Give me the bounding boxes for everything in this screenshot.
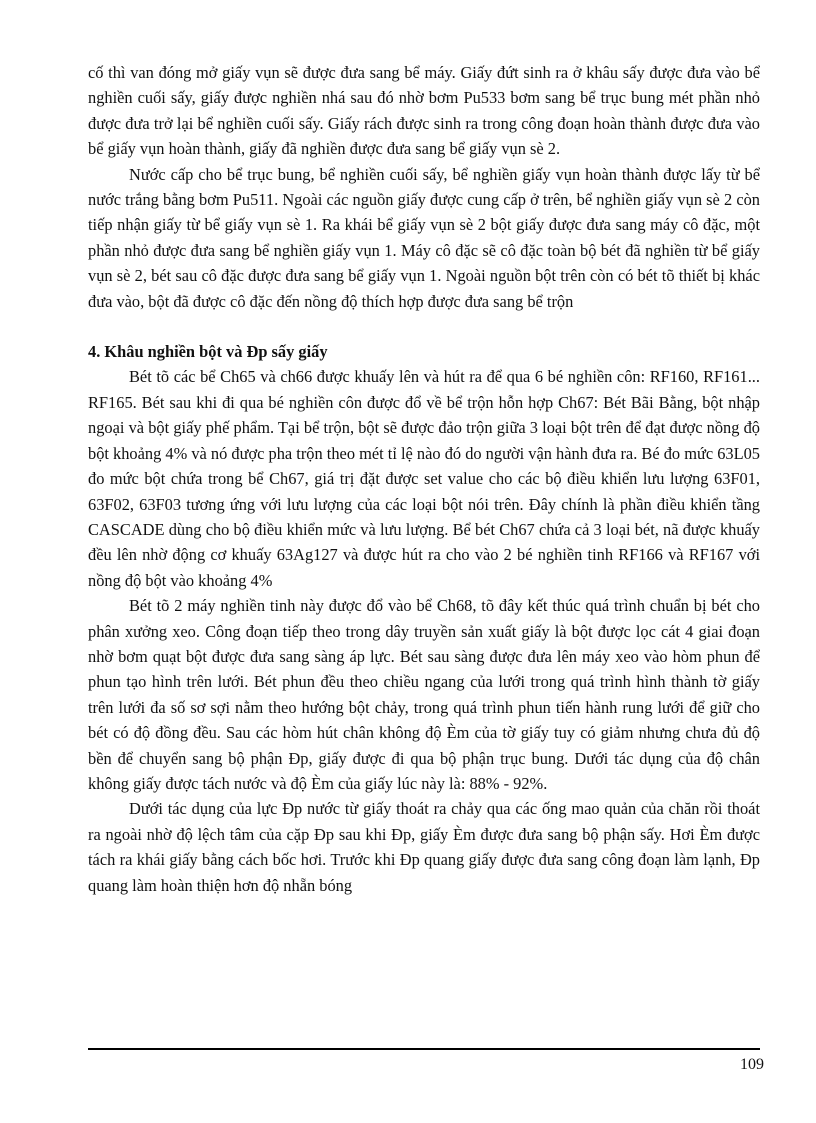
paragraph-paper-machine: Bét tõ 2 máy nghiền tinh này được đổ vào bể Ch68, tõ đây kết thúc quá trình chuẩn bị bét cho phân xưởng xeo. Công đoạn tiếp theo trong dây truyền sản xuất giấy là bột được lọc cát 4 giai đoạn nhờ bơm quạt bột được đưa sang sàng áp lực. Bét sau sàng được đưa lên máy xeo vào hòm phun để phun tạo hình trên lưới. Bét phun đều theo chiều ngang của lưới trong quá trình hình thành tờ giấy trên lưới đa số sơ sợi nằm theo hướng bột chảy, trong quá trình phun tiến hành rung lưới để giữ cho bét có độ đồng đều. Sau các hòm hút chân không độ Èm của tờ giấy tuy có giảm nhưng chưa đủ độ bền để chuyển sang bộ phận Đp, giấy được đi qua bộ phận trục bung. Dưới tác dụng của độ chân không giấy được tách nước và độ Èm của giấy lúc này là: 88% - 92%. — [88, 596, 760, 793]
section-spacer — [88, 314, 760, 339]
paragraph-continuation: cố thì van đóng mở giấy vụn sẽ được đưa sang bể máy. Giấy đứt sinh ra ở khâu sấy được đưa vào bể nghiền cuối sấy, giấy được nghiền nhá sau đó nhờ bơm Pu533 bơm sang bể trục bung mét phần nhỏ được đưa trở lại bể nghiền cuối sấy. Giấy rách được sinh ra trong công đoạn hoàn thành được đưa vào bể giấy vụn hoàn thành, giấy đã nghiền được đưa sang bể giấy vụn sè 2. — [88, 63, 760, 159]
document-body — [88, 60, 760, 898]
paragraph-pulp-refining: Bét tõ các bể Ch65 và ch66 được khuấy lên và hút ra để qua 6 bé nghiền côn: RF160, RF161... RF165. Bét sau khi đi qua bé nghiền côn được đổ về bể trộn hỗn hợp Ch67: Bét Bãi Bằng, bột nhập ngoại và bột giấy phế phẩm. Tại bể trộn, bột sẽ được đảo trộn giữa 3 loại bột trên để đạt được nồng độ bột khoảng 4% và nó được pha trộn theo mét tỉ lệ nào đó do người vận hành đưa ra. Bé đo mức 63L05 đo mức bột chứa trong bể Ch67, giá trị đặt được set value cho các bộ điều khiển lưu lượng 63F01, 63F02, 63F03 tương ứng với lưu lượng của các loại bột nói trên. Đây chính là phần điều khiển tầng CASCADE dùng cho bộ điều khiển mức và lưu lượng. Bể bét Ch67 chứa cả 3 loại bét, nã được khuấy đều lên nhờ động cơ khuấy 63Ag127 và được hút ra cho vào 2 bé nghiền tinh RF166 và RF167 với nồng độ bột vào khoảng 4% — [88, 367, 760, 590]
page-number: 109 — [740, 1056, 764, 1073]
paragraph-press-dry: Dưới tác dụng của lực Đp nước từ giấy thoát ra chảy qua các ống mao quản của chăn rồi thoát ra ngoài nhờ độ lệch tâm của cặp Đp sau khi Đp, giấy Èm được đưa sang bộ phận sấy. Hơi Èm được tách ra khái giấy bằng cách bốc hơi. Trước khi Đp quang giấy được đưa sang công đoạn làm lạnh, Đp quang làm hoàn thiện hơn độ nhẵn bóng — [88, 799, 760, 895]
footer-divider — [88, 1048, 760, 1050]
paragraph-water-supply: Nước cấp cho bể trục bung, bể nghiền cuối sấy, bể nghiền giấy vụn hoàn thành được lấy từ bể nước trắng bằng bơm Pu511. Ngoài các nguồn giấy được cung cấp ở trên, bể nghiền giấy vụn sè 2 còn tiếp nhận giấy từ bể giấy vụn sè 1. Ra khái bể giấy vụn sè 2 bột giấy được đưa sang máy cô đặc, một phần nhỏ được đưa sang bể nghiền giấy vụn 1. Máy cô đặc sẽ cô đặc toàn bộ bét đã nghiền từ bể giấy vụn sè 2, bét sau cô đặc được đưa sang bể giấy vụn 1. Ngoài nguồn bột trên còn có bét tõ thiết bị khác đưa vào, bột đã được cô đặc đến nồng độ thích hợp được đưa sang bể trộn — [88, 164, 760, 311]
section-heading: 4. Khâu nghiền bột và Đp sấy giấy — [88, 342, 328, 362]
